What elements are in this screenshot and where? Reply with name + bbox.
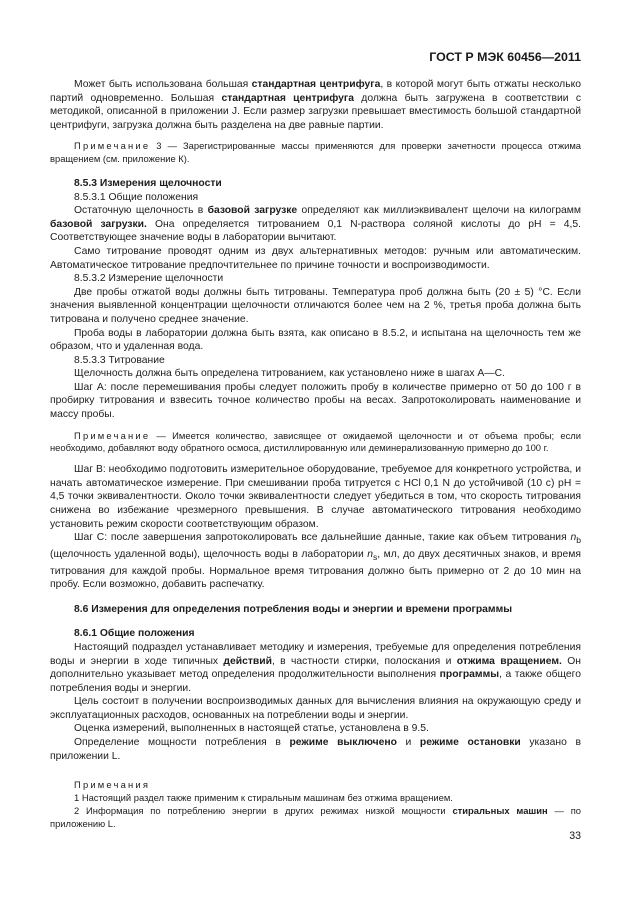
paragraph-titration-steps: Щелочность должна быть определена титрованием, как установлено ниже в шагах А—С. [74,368,505,380]
notes-heading: Примечания [74,779,151,791]
paragraph-two-samples: Две пробы отжатой воды должны быть титрованы. Температура проб должна быть (20 ± 5) °С. Если значения выявленной концентрации щелочности отличаются более чем на 2 %, третья проба должна быть титрована и получено среднее значение. [50,286,581,325]
document-body [50,78,581,830]
paragraph-evaluation: Оценка измерений, выполненных в настоящей статье, установлена в 9.5. [74,723,429,735]
paragraph-goal: Цель состоит в получении воспроизводимых данных для вычисления влияния на окружающую среду и эксплуатационных расходов, основанных на потреблении воды и энергии. [50,696,581,721]
section-8-5-3-title: 8.5.3 Измерения щелочности [74,177,222,189]
paragraph-subsection-scope: Настоящий подраздел устанавливает методику и измерения, требуемые для определения потребления воды и энергии в ходе типичных действий, в частности стирки, полоскания и отжима вращением. Он дополнительно указывает метод определения продолжительности выполнения программы, а также общего потребления воды и энергии. [50,641,582,694]
section-8-6-title: 8.6 Измерения для определения потребления воды и энергии и времени программы [74,603,513,615]
document-code: ГОСТ Р МЭК 60456—2011 [429,50,581,64]
note-3: Примечание 3 — Зарегистрированные массы применяются для проверки зачетности процесса отжима вращением (см. приложение К). [50,140,581,165]
paragraph-titration-methods: Само титрование проводят одним из двух альтернативных методов: ручным или автоматическим. Автоматическое титрование предпочтительнее по причине точности и воспроизводимости. [50,245,581,271]
paragraph-power-modes: Определение мощности потребления в режиме выключено и режиме остановки указано в приложении L. [50,737,581,762]
section-8-5-3-3-title: 8.5.3.3 Титрование [74,354,165,366]
page-number: 33 [569,830,581,842]
paragraph-step-a: Шаг А: после перемешивания пробы следует положить пробу в количестве примерно от 50 до 100 г в пробирку титрования и взвесить точное количество пробы на весах. Запротоколировать наименование и массу пробы. [50,381,581,421]
section-8-6-1-title: 8.6.1 Общие положения [74,628,195,640]
note-2: 2 Информация по потреблению энергии в других режимах низкой мощности стиральных машин — по приложению L. [50,804,582,829]
note-step-a: Примечание — Имеется количество, зависящее от ожидаемой щелочности и от объема пробы; если необходимо, добавляют воду обратного осмоса, дистиллированную или деминерализованную примерно до 100 г. [50,429,581,454]
note-1: 1 Настоящий раздел также применим к стиральным машинам без отжима вращением. [74,792,453,804]
paragraph-residual-alkalinity: Остаточную щелочность в базовой загрузке определяют как миллиэквивалент щелочи на килограмм базовой загрузки. Она определяется титрованием 0,1 N-раствора соляной кислоты до pH = 4,5. Соответствующее значение воды в лаборатории вычитают. [50,205,581,244]
paragraph-step-c: Шаг С: после завершения запротоколировать все дальнейшие данные, такие как объем титрования $n_b$ (щелочность удаленной воды), щелочность воды в лаборатории $n_s$, мл, до двух десятичных знаков, и время титрования для каждой пробы. Нормальное время титрования должно быть примерно от 2 до 10 мин на пробу. Если возможно, добавить распечатку. [50,532,581,591]
paragraph-step-b: Шаг В: необходимо подготовить измерительное оборудование, требуемое для конкретного устройства, и начать автоматическое измерение. При смешивании проба титруется с HCl 0,1 N до устойчивой (10 с) pH = 4,5 точки эквивалентности. Около точки эквивалентности следует убедиться в том, что скорость титрования снижена во избежание чрезмерного превышения. В случае автоматического титрования необходимо установить режим скорости соответствующим образом. [50,464,581,530]
paragraph-centrifuge: Может быть использована большая стандартная центрифуга, в которой могут быть отжаты несколько партий одновременно. Большая стандартная центрифуга должна быть загружена в соответствии с методикой, описанной в приложении J. Если размер загрузки превышает вместимость большой стандартной центрифуги, загрузка должна быть разделена на две равные партии. [50,79,581,131]
paragraph-lab-water: Проба воды в лаборатории должна быть взята, как описано в 8.5.2, и испытана на щелочность тем же образом, что и удаленная вода. [50,327,581,353]
section-8-5-3-2-title: 8.5.3.2 Измерение щелочности [74,273,224,285]
section-8-5-3-1-title: 8.5.3.1 Общие положения [74,191,199,203]
